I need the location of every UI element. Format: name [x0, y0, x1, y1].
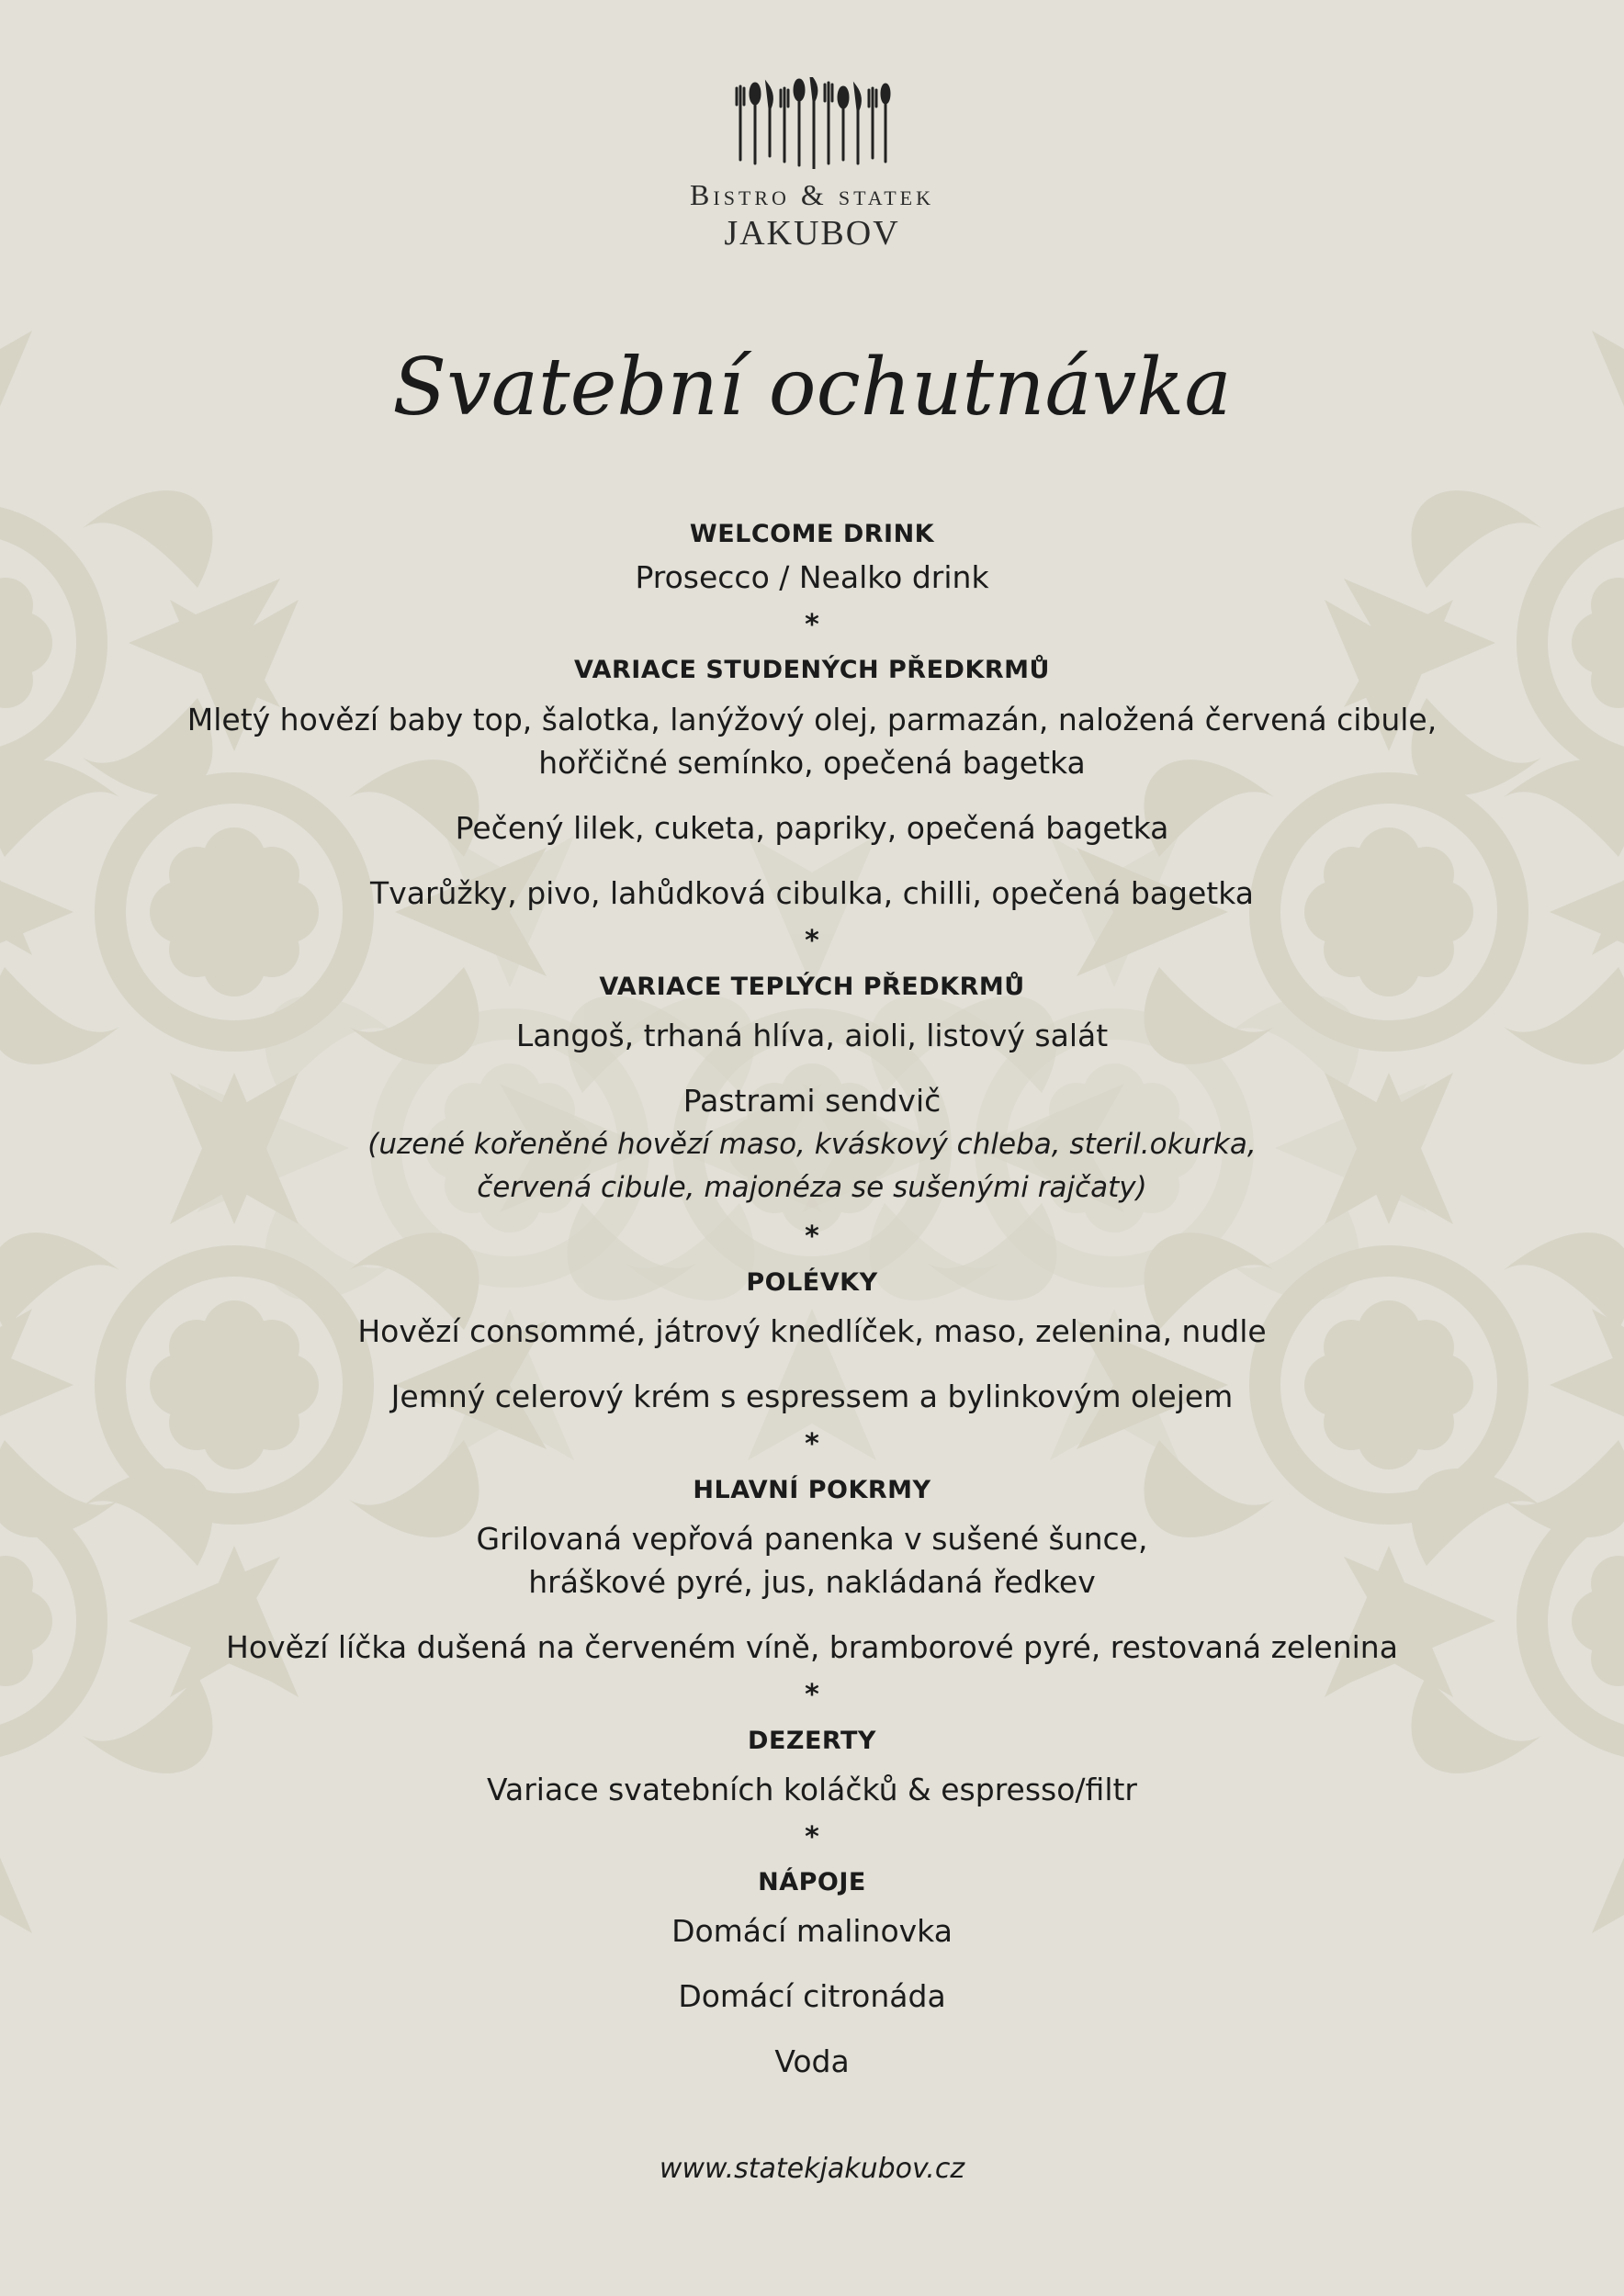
menu-item: Pečený lilek, cuketa, papriky, opečená bagetka	[455, 810, 1169, 846]
menu-item: Variace svatebních koláčků & espresso/filtr	[486, 1772, 1138, 1807]
page-title: Svatební ochutnávka	[392, 342, 1232, 433]
menu-item: Voda	[774, 2043, 850, 2079]
section-heading-soups: POLÉVKY	[746, 1268, 878, 1297]
section-heading-drinks: NÁPOJE	[758, 1868, 866, 1896]
section-heading-welcome: WELCOME DRINK	[689, 520, 935, 548]
menu-item: Domácí malinovka	[671, 1913, 953, 1949]
separator-star: *	[805, 1821, 819, 1853]
menu-item: Domácí citronáda	[678, 1978, 946, 2014]
menu-item: Mletý hovězí baby top, šalotka, lanýžový olej, parmazán, naložená červená cibule,	[186, 702, 1438, 737]
section-heading-warm-starters: VARIACE TEPLÝCH PŘEDKRMŮ	[599, 973, 1025, 1001]
menu-item: Hovězí consommé, játrový knedlíček, maso, zelenina, nudle	[357, 1313, 1267, 1349]
separator-star: *	[805, 1679, 819, 1711]
menu-item: Hovězí líčka dušená na červeném víně, bramborové pyré, restovaná zelenina	[226, 1629, 1398, 1665]
section-heading-desserts: DEZERTY	[748, 1727, 876, 1755]
cutlery-row-logo-icon	[733, 77, 891, 169]
separator-star: *	[805, 609, 819, 641]
brand-name: Bistro & statek	[690, 178, 934, 211]
menu-item: Langoš, trhaná hlíva, aioli, listový salát	[515, 1018, 1109, 1053]
menu-item: Jemný celerový krém s espressem a bylinkovým olejem	[390, 1379, 1234, 1414]
section-heading-main-courses: HLAVNÍ POKRMY	[693, 1476, 931, 1504]
menu-item: Tvarůžky, pivo, lahůdková cibulka, chilli, opečená bagetka	[370, 875, 1254, 911]
separator-star: *	[805, 1428, 819, 1460]
section-heading-cold-starters: VARIACE STUDENÝCH PŘEDKRMŮ	[574, 656, 1050, 684]
menu-item: Pastrami sendvič	[682, 1083, 942, 1119]
menu-item-note: (uzené kořeněné hovězí maso, kváskový chleba, steril.okurka,	[367, 1128, 1257, 1161]
menu-item-note: červená cibule, majonéza se sušenými rajčaty)	[477, 1171, 1147, 1204]
menu-item: Grilovaná vepřová panenka v sušené šunce,	[476, 1521, 1148, 1557]
separator-star: *	[805, 925, 819, 957]
menu-item: Prosecco / Nealko drink	[635, 559, 989, 595]
menu-item: hráškové pyré, jus, nakládaná ředkev	[528, 1564, 1096, 1600]
menu-item: hořčičné semínko, opečená bagetka	[538, 745, 1086, 781]
brand-place: JAKUBOV	[724, 214, 900, 253]
website-link[interactable]: www.statekjakubov.cz	[659, 2153, 965, 2185]
separator-star: *	[805, 1221, 819, 1253]
